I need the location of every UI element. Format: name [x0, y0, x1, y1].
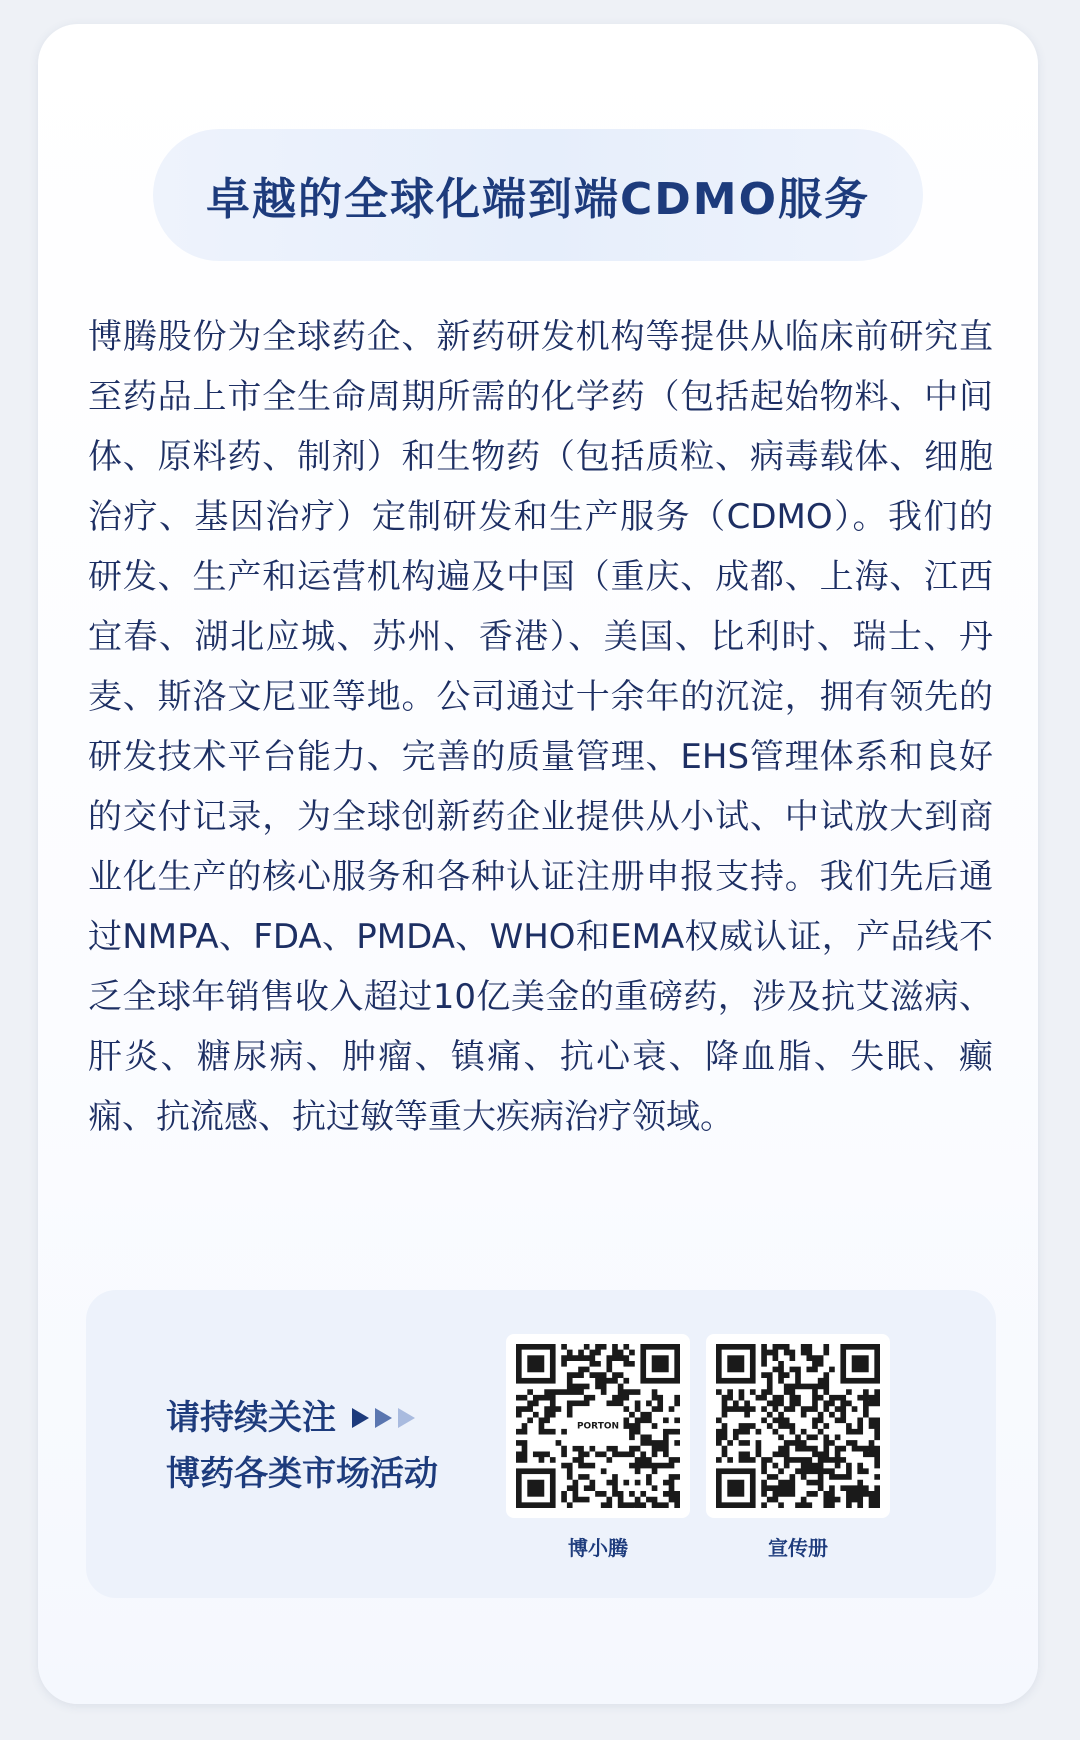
qr-code-icon: [716, 1344, 880, 1508]
page-title: 卓越的全球化端到端CDMO服务: [205, 174, 870, 225]
triple-play-arrow-icon: [352, 1408, 415, 1428]
qr-label-brochure: 宣传册: [768, 1536, 828, 1560]
follow-line-1: 请持续关注: [166, 1398, 336, 1438]
qr-label-boxiaoteng: 博小腾: [568, 1536, 628, 1560]
qr-code-brochure[interactable]: [706, 1334, 890, 1518]
content-card: [38, 24, 1038, 1704]
follow-line-2: 博药各类市场活动: [166, 1454, 438, 1494]
qr-code-boxiaoteng[interactable]: [506, 1334, 690, 1518]
follow-text: [166, 1390, 438, 1502]
qr-block-brochure: [706, 1334, 890, 1561]
qr-code-icon: [516, 1344, 680, 1508]
qr-block-boxiaoteng: [506, 1334, 690, 1561]
company-description: 博腾股份为全球药企、新药研发机构等提供从临床前研究直至药品上市全生命周期所需的化学药（包括起始物料、中间体、原料药、制剂）和生物药（包括质粒、病毒载体、细胞治疗、基因治疗）定制研发和生产服务（CDMO）。我们的研发、生产和运营机构遍及中国（重庆、成都、上海、江西宜春、湖北应城、苏州、香港）、美国、比利时、瑞士、丹麦、斯洛文尼亚等地。公司通过十余年的沉淀，拥有领先的研发技术平台能力、完善的质量管理、EHS管理体系和良好的交付记录，为全球创新药企业提供从小试、中试放大到商业化生产的核心服务和各种认证注册申报支持。我们先后通过NMPA、FDA、PMDA、WHO和EMA权威认证，产品线不乏全球年销售收入超过10亿美金的重磅药，涉及抗艾滋病、肝炎、糖尿病、肿瘤、镇痛、抗心衰、降血脂、失眠、癫痫、抗流感、抗过敏等重大疾病治疗领域。: [88, 317, 993, 1137]
follow-panel: [86, 1290, 996, 1598]
title-banner: [153, 129, 923, 261]
qr-logo-text: PORTON: [576, 1421, 620, 1432]
